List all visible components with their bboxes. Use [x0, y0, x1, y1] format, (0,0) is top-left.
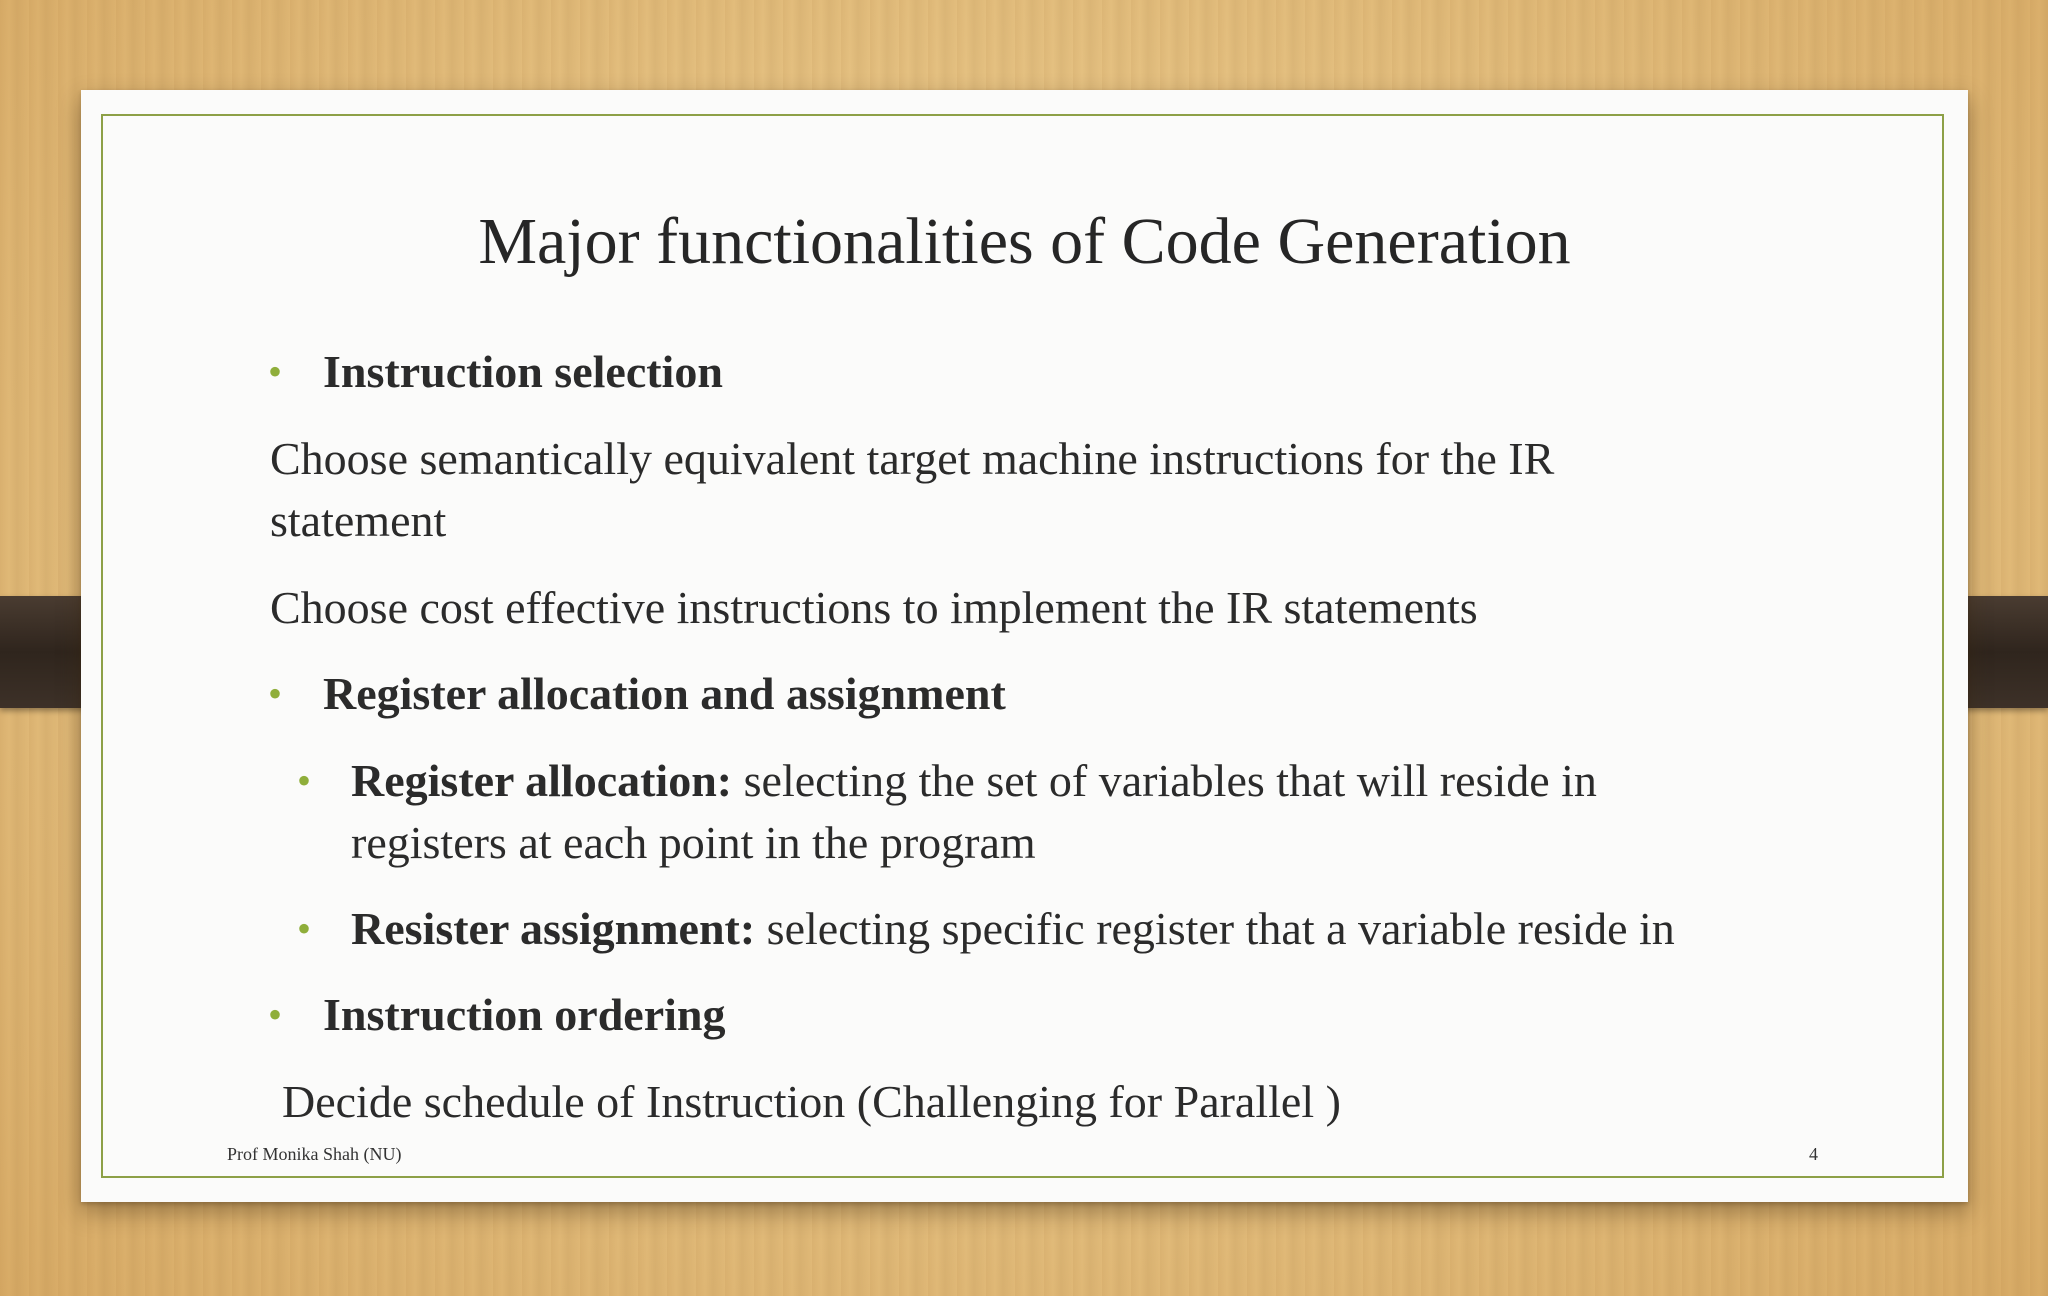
sub-item-register-assignment — [351, 897, 1675, 961]
slide — [81, 90, 1968, 1202]
bullet-icon: • — [268, 992, 283, 1037]
footer-author: Prof Monika Shah (NU) — [227, 1144, 402, 1164]
footer-page-number: 4 — [1809, 1144, 1818, 1164]
sub-bullet-icon: • — [297, 906, 312, 951]
slide-title: Major functionalities of Code Generation — [478, 205, 1571, 278]
paragraph-semantic-line1: Choose semantically equivalent target machine instructions for the IR — [270, 433, 1555, 484]
desc-register-allocation-line2: registers at each point in the program — [351, 817, 1036, 868]
desc-register-assignment: selecting specific register that a variable reside in — [755, 903, 1675, 954]
term-register-assignment: Resister assignment: — [351, 903, 756, 954]
bullet-icon: • — [268, 671, 283, 716]
paragraph-decide-schedule: Decide schedule of Instruction (Challenging for Parallel ) — [282, 1076, 1341, 1127]
sub-item-register-allocation-line1 — [351, 749, 1597, 813]
paragraph-cost-effective: Choose cost effective instructions to implement the IR statements — [270, 582, 1478, 633]
paragraph-semantic-line2: statement — [270, 495, 447, 546]
desc-register-allocation-line1: selecting the set of variables that will reside in — [732, 755, 1597, 806]
heading-instruction-ordering: Instruction ordering — [323, 989, 726, 1040]
term-register-allocation: Register allocation: — [351, 755, 733, 806]
bullet-icon: • — [268, 349, 283, 394]
heading-instruction-selection: Instruction selection — [323, 346, 723, 397]
heading-register-allocation-assignment: Register allocation and assignment — [323, 668, 1006, 719]
sub-bullet-icon: • — [297, 758, 312, 803]
